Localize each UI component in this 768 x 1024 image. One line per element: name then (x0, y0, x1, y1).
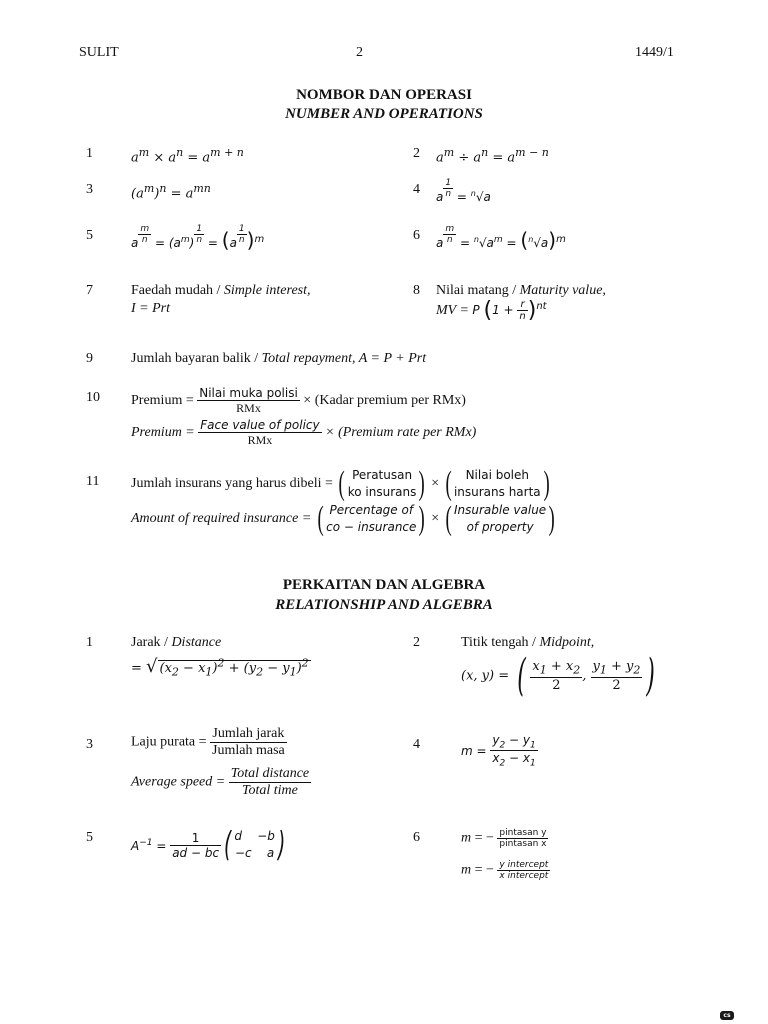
inverse-matrix-formula: $A^{-1}$ = $\frac{1}{ad - bc}$ ( d −b −c a ) (131, 825, 286, 865)
algebra-formula-number-4: 4 (413, 737, 420, 752)
paper-code: 1449/1 (635, 45, 674, 60)
section-title-number-operations-ms: NOMBOR DAN OPERASI (296, 87, 472, 103)
midpoint-label: Titik tengah / Midpoint, (461, 635, 595, 650)
formula-1-index-multiply: $a^m \times a^n = a^{m + n}$ (131, 146, 244, 166)
formula-number-5: 5 (86, 228, 93, 243)
maturity-value-formula: MV = P (1 + $\frac{r}{n}$ )$^{nt}$ (436, 298, 547, 323)
gradient-intercept-formula-en: m = − $\frac{\text{y intercept}}{\text{x intercept}}$ (461, 860, 549, 881)
premium-formula-ms: Premium = $\frac{\text{Nilai muka polisi}}{\text{RMx}}$ × (Kadar premium per RMx) (131, 386, 466, 415)
page-number: 2 (356, 45, 363, 60)
section-title-number-operations-en: NUMBER AND OPERATIONS (285, 106, 483, 122)
algebra-formula-number-5: 5 (86, 830, 93, 845)
formula-number-6: 6 (413, 228, 420, 243)
algebra-formula-number-6: 6 (413, 830, 420, 845)
formula-number-11: 11 (86, 474, 100, 489)
required-insurance-formula-en: Amount of required insurance = ( Percentage of co − insurance ) × ( Insurable value of property ) (131, 500, 555, 537)
premium-formula-en: Premium = $\frac{\text{Face value of policy}}{\text{RMx}}$ × (Premium rate per RMx) (131, 418, 477, 447)
gradient-formula: m = $\frac{y_2 - y_1}{x_2 - x_1}$ (461, 733, 536, 769)
average-speed-formula-en: Average speed = $\frac{\text{Total distance}}{\text{Total time}}$ (131, 766, 310, 798)
simple-interest-label: Faedah mudah / Simple interest, (131, 283, 311, 298)
formula-4-root: a $\frac{1}{n}$ = $^n$√a (436, 178, 491, 204)
formula-3-power-of-power: $(a^m)^n = a^{mn}$ (131, 182, 211, 202)
distance-formula: = √ $(x_2 - x_1)^2 + (y_2 - y_1)^2$ (131, 656, 309, 679)
formula-number-8: 8 (413, 283, 420, 298)
required-insurance-formula-ms: Jumlah insurans yang harus dibeli = ( Peratusan ko insurans ) × ( Nilai boleh insurans harta ) (131, 465, 550, 502)
formula-5-fractional-index: a $\frac{m}{n}$ = $(a^m)$ $\frac{1}{n}$ = (a $\frac{1}{n}$ )$^m$ (131, 224, 265, 252)
formula-6-fractional-root: a $\frac{m}{n}$ = $^n√a^m = (^n√a)^m$ (436, 224, 566, 252)
simple-interest-formula: I = Prt (131, 301, 170, 316)
header-sulit: SULIT (79, 45, 119, 60)
formula-number-1: 1 (86, 146, 93, 161)
total-repayment-formula: Jumlah bayaran balik / Total repayment, A = P + Prt (131, 351, 427, 366)
camscanner-logo-icon: cs (720, 1011, 734, 1020)
algebra-formula-number-3: 3 (86, 737, 93, 752)
maturity-value-label: Nilai matang / Maturity value, (436, 283, 606, 298)
section-title-relationship-algebra-ms: PERKAITAN DAN ALGEBRA (282, 577, 486, 593)
algebra-formula-number-2: 2 (413, 635, 420, 650)
algebra-formula-number-1: 1 (86, 635, 93, 650)
gradient-intercept-formula-ms: m = − $\frac{\text{pintasan y}}{\text{pintasan x}}$ (461, 828, 547, 849)
formula-2-index-divide: $a^m \div a^n = a^{m - n}$ (436, 146, 549, 166)
section-title-relationship-algebra-en: RELATIONSHIP AND ALGEBRA (275, 597, 493, 613)
formula-number-3: 3 (86, 182, 93, 197)
midpoint-formula: (x, y) = ( $\frac{x_1 + x_2}{2}$ , $\frac{y_1 + y_2}{2}$ ) (461, 650, 656, 701)
formula-number-10: 10 (86, 390, 100, 405)
average-speed-formula-ms: Laju purata = $\frac{\text{Jumlah jarak}}{\text{Jumlah masa}}$ (131, 726, 285, 758)
formula-number-7: 7 (86, 283, 93, 298)
distance-label: Jarak / Distance (131, 635, 222, 650)
formula-number-2: 2 (413, 146, 420, 161)
formula-number-4: 4 (413, 182, 420, 197)
formula-number-9: 9 (86, 351, 93, 366)
